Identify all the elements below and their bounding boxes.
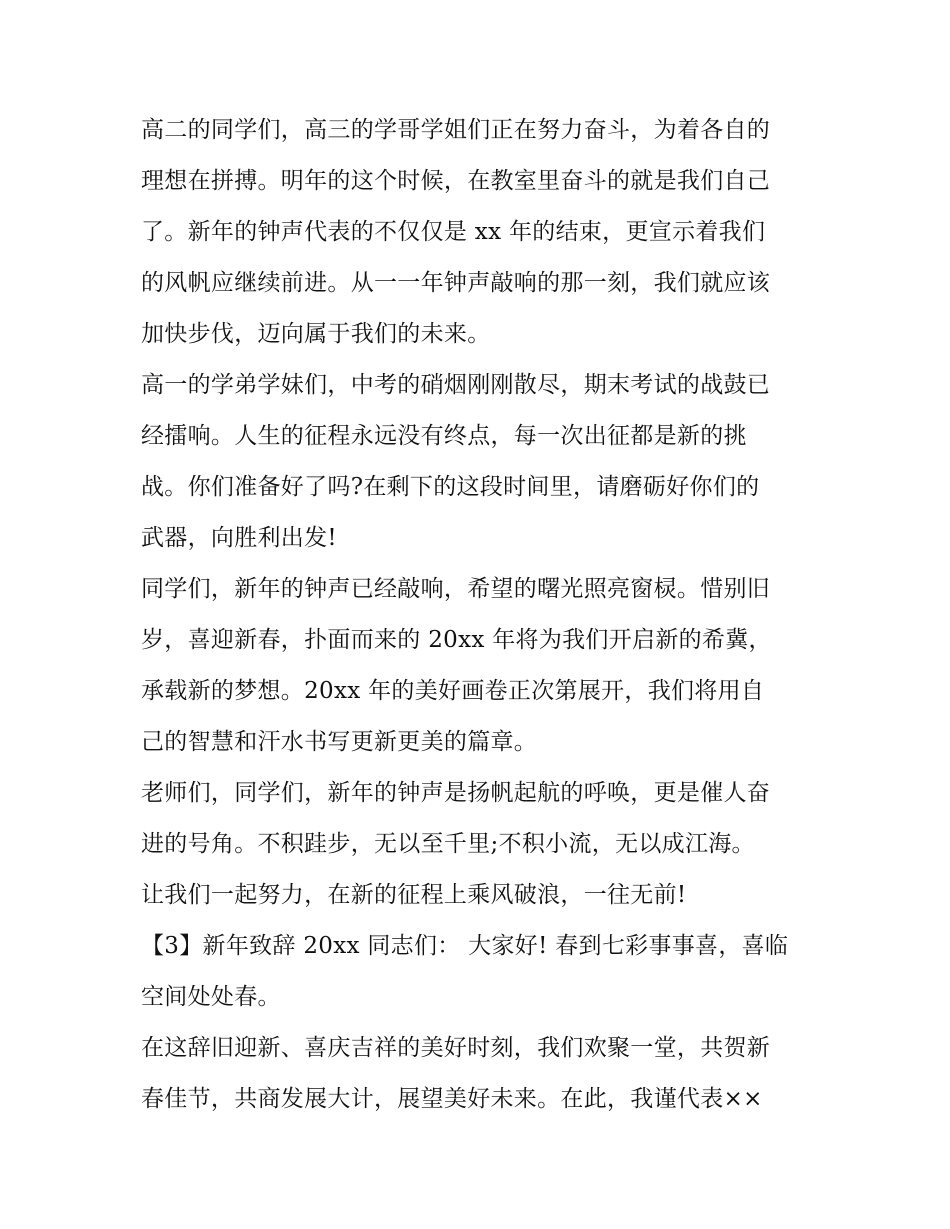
text-line: 了。新年的钟声代表的不仅仅是 xx 年的结束，更宣示着我们	[141, 219, 766, 245]
text-line: 在这辞旧迎新、喜庆吉祥的美好时刻，我们欢聚一堂，共贺新	[141, 1035, 771, 1061]
text-line: 高一的学弟学妹们，中考的硝烟刚刚散尽，期末考试的战鼓已	[141, 372, 771, 398]
text-line: 进的号角。不积跬步，无以至千里;不积小流，无以成江海。	[141, 831, 755, 857]
text-line: 高二的同学们，高三的学哥学姐们正在努力奋斗，为着各自的	[141, 117, 771, 143]
text-line: 岁，喜迎新春，扑面而来的 20xx 年将为我们开启新的希冀，	[141, 627, 772, 653]
text-line: 同学们，新年的钟声已经敲响，希望的曙光照亮窗棂。惜别旧	[141, 576, 771, 602]
text-line: 己的智慧和汗水书写更新更美的篇章。	[141, 729, 538, 755]
text-line: 的风帆应继续前进。从一一年钟声敲响的那一刻，我们就应该	[141, 270, 771, 296]
text-line: 承载新的梦想。20xx 年的美好画卷正次第展开，我们将用自	[141, 678, 765, 704]
text-line: 武器，向胜利出发!	[141, 525, 337, 551]
text-line: 空间处处春。	[141, 984, 281, 1010]
text-line: 战。你们准备好了吗?在剩下的这段时间里，请磨砺好你们的	[141, 474, 760, 500]
text-line: 春佳节，共商发展大计，展望美好未来。在此，我谨代表××	[141, 1086, 763, 1112]
text-line: 经擂响。人生的征程永远没有终点，每一次出征都是新的挑	[141, 423, 747, 449]
text-line: 让我们一起努力，在新的征程上乘风破浪，一往无前!	[141, 882, 687, 908]
document-body	[141, 105, 816, 1125]
section-heading-line: 【3】新年致辞 20xx 同志们： 大家好! 春到七彩事事喜，喜临	[141, 933, 789, 959]
text-line: 老师们，同学们，新年的钟声是扬帆起航的呼唤，更是催人奋	[141, 780, 771, 806]
text-line: 加快步伐，迈向属于我们的未来。	[141, 321, 491, 347]
text-line: 理想在拼搏。明年的这个时候，在教室里奋斗的就是我们自己	[141, 168, 771, 194]
